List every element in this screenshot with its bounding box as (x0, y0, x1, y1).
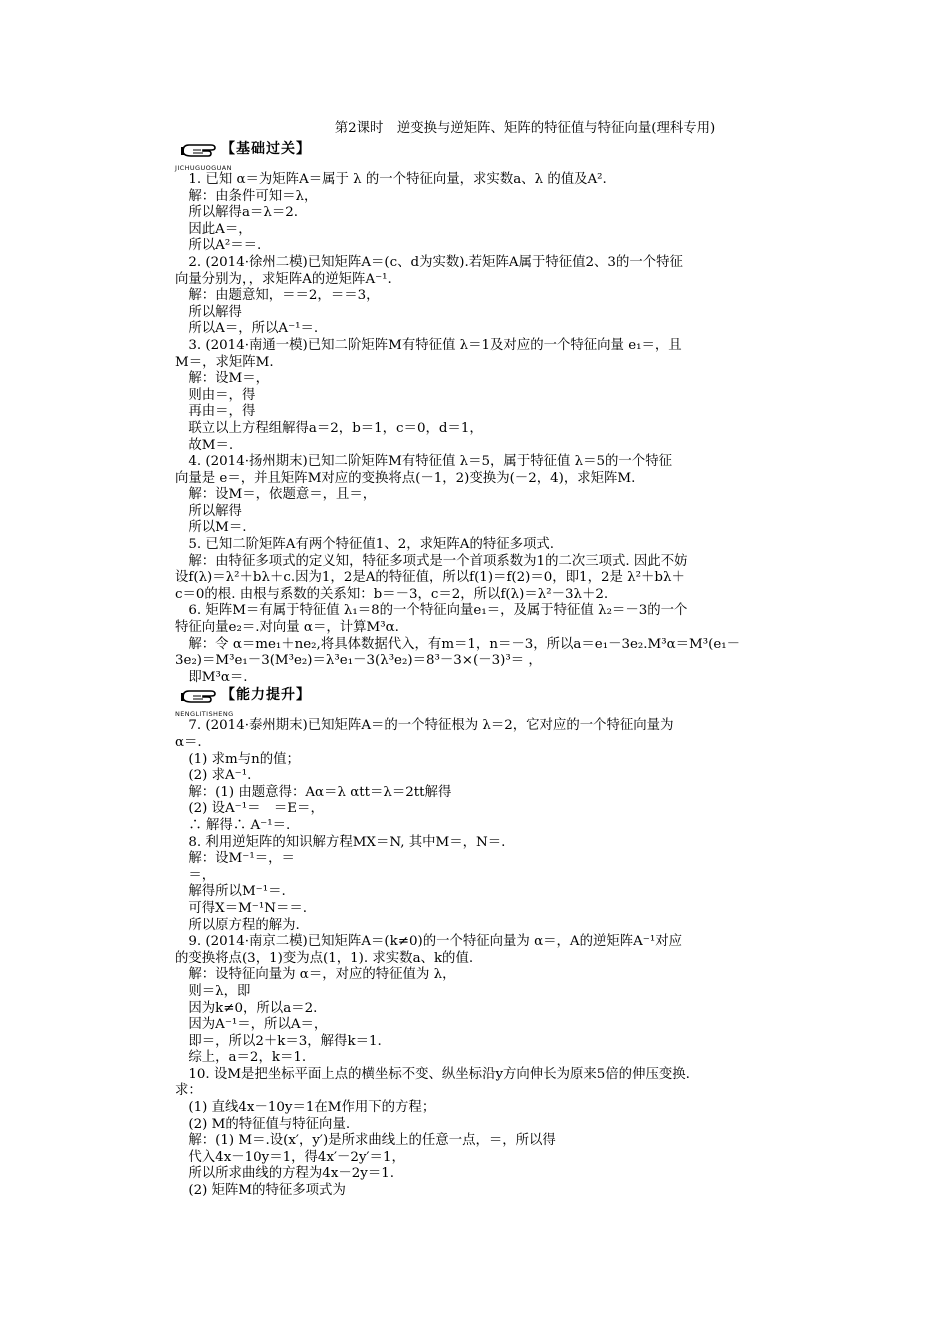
advanced-content (175, 718, 815, 1199)
text-line: 4. (2014·扬州期末)已知二阶矩阵M有特征值 λ＝5，属于特征值 λ＝5的一个特征 (175, 454, 672, 470)
pointing-hand-icon (181, 688, 219, 706)
text-line: 设f(λ)＝λ²＋bλ＋c.因为1，2是A的特征值，所以f(1)＝f(2)＝0，即1，2是 λ²＋bλ＋ (175, 570, 685, 586)
text-line: 所以所求曲线的方程为4x－2y＝1. (175, 1166, 395, 1182)
text-line: 的变换将点(3，1)变为点(1，1). 求实数a、k的值. (175, 950, 474, 966)
text-line: 解：由题意知，＝＝2，＝＝3， (175, 288, 380, 304)
text-line: 所以M＝. (175, 520, 247, 536)
text-line: 2. (2014·徐州二模)已知矩阵A＝(c、d为实数).若矩阵A属于特征值2、3的一个特征 (175, 254, 683, 270)
text-line: (2) M的特征值与特征向量. (175, 1116, 351, 1132)
text-line: 解：设M＝，依题意＝，且＝， (175, 487, 377, 503)
text-line: 解：(1) M＝.设(x′，y′)是所求曲线上的任意一点，＝，所以得 (175, 1133, 556, 1149)
pointing-hand-icon (181, 142, 219, 160)
text-line: (2) 求A⁻¹. (175, 768, 252, 784)
text-line: 因此A＝， (175, 221, 252, 237)
text-line: 6. 矩阵M＝有属于特征值 λ₁＝8的一个特征向量e₁＝，及属于特征值 λ₂＝－3的一个 (175, 603, 688, 619)
text-line: M＝，求矩阵M. (175, 354, 274, 370)
text-line: 解得所以M⁻¹＝. (175, 884, 286, 900)
section-header-advanced (175, 686, 815, 719)
text-line: 所以A＝，所以A⁻¹＝. (175, 321, 319, 337)
text-line: α＝. (175, 735, 202, 750)
text-line: 向量是 e＝，并且矩阵M对应的变换将点(－1，2)变换为(－2，4)，求矩阵M. (175, 470, 636, 486)
text-line: 所以解得 (175, 304, 242, 320)
text-line: 解：设M＝， (175, 371, 270, 387)
text-line: 即＝，所以2＋k＝3，解得k＝1. (175, 1033, 382, 1049)
document-page (175, 120, 815, 1200)
text-line: 解：(1) 由题意得：Aα＝λ αtt＝λ＝2tt解得 (175, 784, 452, 800)
basics-content (175, 172, 815, 686)
lesson-title: 第2课时 逆变换与逆矩阵、矩阵的特征值与特征向量(理科专用) (334, 121, 716, 136)
text-line: 解：由条件可知＝λ， (175, 188, 318, 204)
text-line: 代入4x－10y＝1，得4x′－2y′＝1， (175, 1149, 405, 1165)
text-line: 1. 已知 α＝为矩阵A＝属于 λ 的一个特征向量，求实数a、λ 的值及A². (175, 172, 607, 187)
text-line: 则由＝，得 (175, 387, 256, 403)
text-line: 10. 设M是把坐标平面上点的横坐标不变、纵坐标沿y方向伸长为原来5倍的伸压变换. (175, 1066, 690, 1082)
text-line: 解：设特征向量为 α＝，对应的特征值为 λ， (175, 967, 456, 983)
text-line: 所以解得 (175, 503, 242, 519)
section-title-advanced: 【能力提升】 (221, 687, 311, 704)
text-line: 解：设M⁻¹＝，＝ (175, 851, 295, 867)
text-line: 则＝λ，即 (175, 983, 251, 999)
text-line: ＝， (175, 867, 216, 883)
text-line: 因为k≠0，所以a＝2. (175, 1000, 318, 1016)
text-line: 解：由特征多项式的定义知，特征多项式是一个首项系数为1的二次三项式. 因此不妨 (175, 553, 688, 569)
text-line: 3e₂)＝M³e₁－3(M³e₂)＝λ³e₁－3(λ³e₂)＝8³－3×(－3)³＝ ， (175, 653, 542, 669)
text-line: (1) 求m与n的值； (175, 751, 300, 767)
text-line: 综上，a＝2，k＝1. (175, 1050, 307, 1066)
text-line: 所以A²＝＝. (175, 238, 262, 254)
text-line: 7. (2014·泰州期末)已知矩阵A＝的一个特征根为 λ＝2，它对应的一个特征向量为 (175, 718, 674, 734)
text-line: (1) 直线4x－10y＝1在M作用下的方程； (175, 1100, 436, 1116)
text-line: 即M³α＝. (175, 669, 248, 685)
text-line: 3. (2014·南通一模)已知二阶矩阵M有特征值 λ＝1及对应的一个特征向量 e₁＝，且 (175, 337, 682, 353)
text-line: 所以原方程的解为. (175, 917, 300, 933)
text-line: 再由＝，得 (175, 404, 256, 420)
section-pinyin-basics: JICHUGUOGUAN (175, 164, 232, 172)
text-line: (2) 设A⁻¹＝ ＝E＝， (175, 801, 324, 817)
text-line: 联立以上方程组解得a＝2，b＝1，c＝0，d＝1， (175, 420, 483, 436)
text-line: 解：令 α＝me₁＋ne₂,将具体数据代入，有m＝1，n＝－3，所以a＝e₁－3e₂.M³α＝M³(e₁－ (175, 636, 741, 652)
text-line: 因为A⁻¹＝，所以A＝， (175, 1017, 328, 1033)
text-line: (2) 矩阵M的特征多项式为 (175, 1183, 346, 1199)
text-line: 8. 利用逆矩阵的知识解方程MX＝N, 其中M＝，N＝. (175, 834, 506, 850)
section-pinyin-advanced: NENGLITISHENG (175, 710, 234, 719)
text-line: 求： (175, 1083, 202, 1099)
text-line: c＝0的根. 由根与系数的关系知：b＝－3，c＝2，所以f(λ)＝λ²－3λ＋2. (175, 586, 609, 602)
section-header-basics (175, 140, 815, 170)
text-line: 特征向量e₂＝.对向量 α＝，计算M³α. (175, 620, 399, 636)
section-title-basics: 【基础过关】 (221, 141, 311, 157)
text-line: 9. (2014·南京二模)已知矩阵A＝(k≠0)的一个特征向量为 α＝，A的逆矩阵A⁻¹对应 (175, 934, 683, 950)
text-line: ∴ 解得∴ A⁻¹＝. (175, 817, 291, 833)
text-line: 5. 已知二阶矩阵A有两个特征值1、2，求矩阵A的特征多项式. (175, 537, 555, 553)
text-line: 可得X＝M⁻¹N＝＝. (175, 900, 307, 916)
text-line: 向量分别为，，求矩阵A的逆矩阵A⁻¹. (175, 271, 392, 287)
text-line: 故M＝. (175, 437, 234, 453)
text-line: 所以解得a＝λ＝2. (175, 205, 298, 221)
